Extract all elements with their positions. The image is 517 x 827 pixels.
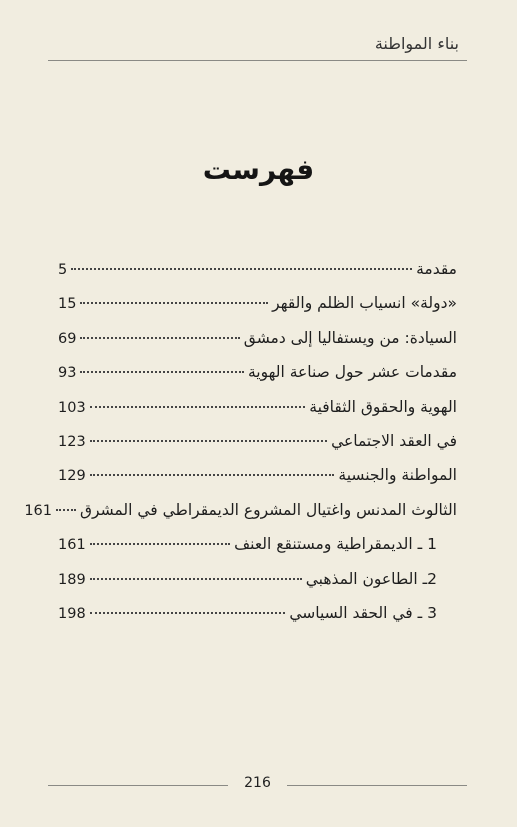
- toc-entry-title: مقدمات عشر حول صناعة الهوية: [247, 363, 457, 382]
- toc-entry-title: مقدمة: [416, 260, 457, 278]
- page-number: 216: [244, 775, 271, 791]
- toc-entry-page: 189: [58, 571, 86, 588]
- dot-leader: [90, 474, 335, 476]
- toc-entry: [58, 466, 457, 500]
- toc-entry: [58, 535, 457, 569]
- dot-leader: [90, 612, 286, 614]
- toc-entry: [58, 363, 457, 397]
- toc-entry-title: السيادة: من ويستفاليا إلى دمشق: [243, 328, 457, 347]
- toc-entry-title: المواطنة والجنسية: [338, 466, 457, 485]
- dot-leader: [71, 268, 412, 270]
- toc-entry-title: الهوية والحقوق الثقافية: [309, 397, 457, 416]
- footer-rule-right: [287, 785, 467, 786]
- dot-leader: [80, 371, 244, 373]
- toc-entry-title: 2ـ الطاعون المذهبي: [305, 569, 437, 588]
- toc-entry: [58, 432, 457, 466]
- toc-entry-title: «دولة» انسياب الظلم والقهر: [272, 294, 457, 313]
- toc-entry-page: 103: [58, 399, 86, 416]
- toc-entry-page: 93: [58, 365, 77, 382]
- dot-leader: [80, 337, 239, 339]
- dot-leader: [90, 440, 327, 442]
- toc-entry-title: في العقد الاجتماعي: [331, 431, 457, 450]
- toc-entry: [58, 294, 457, 328]
- toc-entry-page: 69: [58, 330, 77, 347]
- toc-entry-page: 5: [58, 262, 68, 278]
- dot-leader: [90, 578, 302, 580]
- page-title: فهرست: [202, 153, 315, 186]
- toc-entry-page: 161: [58, 537, 86, 554]
- toc-entry: [58, 570, 457, 604]
- header-rule: [48, 60, 467, 61]
- table-of-contents: [24, 260, 457, 638]
- dot-leader: [90, 406, 306, 408]
- toc-entry-page: 15: [58, 296, 77, 313]
- toc-entry-page: 198: [58, 605, 86, 622]
- toc-entry: [58, 329, 457, 363]
- running-head: بناء المواطنة: [374, 34, 459, 53]
- toc-entry-page: 129: [58, 468, 86, 485]
- toc-entry: [58, 604, 457, 638]
- toc-entry: [58, 398, 457, 432]
- dot-leader: [80, 302, 268, 304]
- toc-entry-title: 3 ـ في الحقد السياسي: [289, 603, 437, 622]
- page-footer: [48, 775, 467, 795]
- toc-entry: [24, 500, 457, 535]
- toc-entry-page: 161: [24, 502, 53, 519]
- toc-entry-page: 123: [58, 433, 86, 450]
- dot-leader: [90, 543, 230, 545]
- dot-leader: [56, 509, 76, 511]
- toc-entry-title: 1 ـ الديمقراطية ومستنقع العنف: [234, 535, 437, 554]
- toc-entry-title: الثالوث المدنس واغتيال المشروع الديمقراطي في المشرق: [80, 500, 457, 519]
- toc-entry: [58, 260, 457, 294]
